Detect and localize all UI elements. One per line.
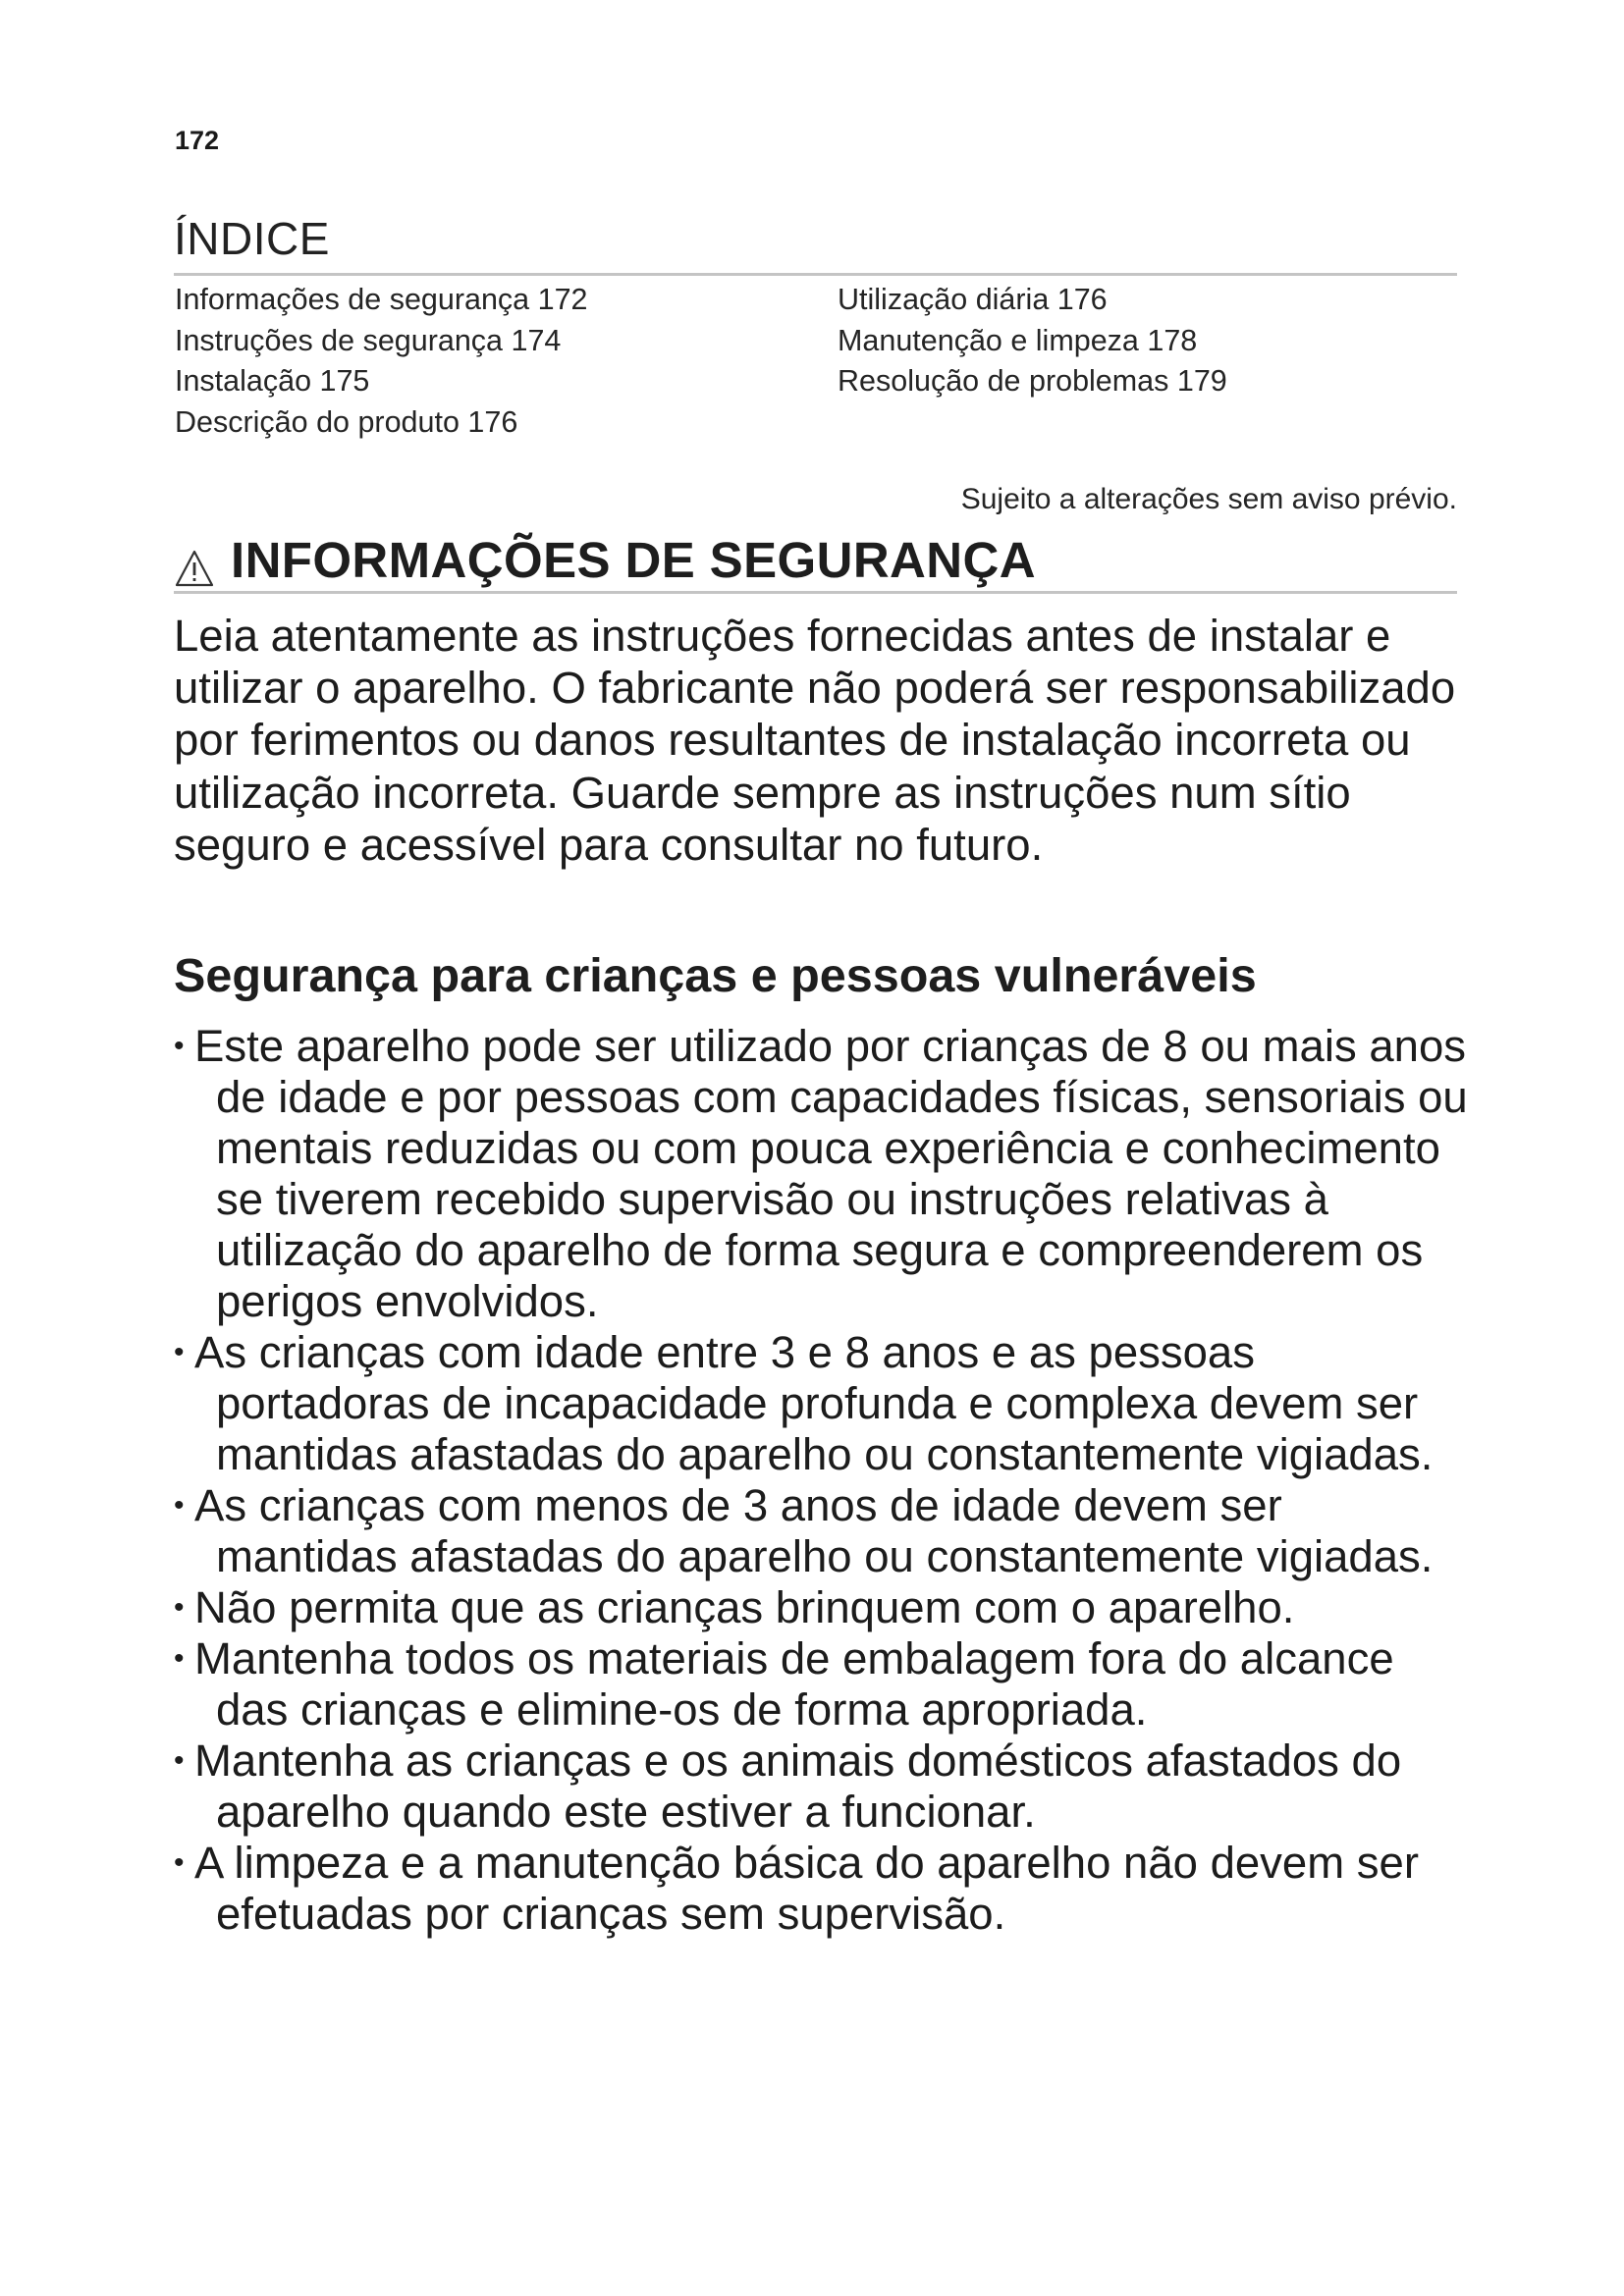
safety-intro-paragraph: Leia atentamente as instruções fornecidas antes de instalar e utilizar o aparelho. O fabricante não poderá ser responsabilizado por ferimentos ou danos resultantes de instalação incorreta ou utilização incorreta. Guarde sempre as instruções num sítio seguro e acessível para consultar no futuro. bbox=[174, 611, 1456, 870]
toc-entry-safety-info[interactable]: Informações de segurança 172 bbox=[175, 283, 588, 316]
toc-column-right bbox=[838, 280, 1227, 402]
toc-column-left bbox=[175, 280, 588, 443]
bullet-icon: • bbox=[174, 1744, 185, 1777]
toc-entry-safety-instructions[interactable]: Instruções de segurança 174 bbox=[175, 323, 562, 357]
toc-entry-installation[interactable]: Instalação 175 bbox=[175, 364, 370, 398]
list-item: • Mantenha as crianças e os animais domésticos afastados do aparelho quando este estiver a funcionar. bbox=[174, 1735, 1402, 1837]
bullet-icon: • bbox=[174, 1846, 185, 1879]
children-safety-list bbox=[174, 1021, 1470, 1940]
bullet-icon: • bbox=[174, 1489, 185, 1522]
toc-divider bbox=[174, 273, 1457, 276]
list-item: • Não permita que as crianças brinquem com o aparelho. bbox=[174, 1582, 1295, 1632]
list-item: • As crianças com menos de 3 anos de idade devem ser mantidas afastadas do aparelho ou constantemente vigiadas. bbox=[174, 1480, 1434, 1581]
page-number: 172 bbox=[175, 126, 220, 155]
list-item: • A limpeza e a manutenção básica do aparelho não devem ser efetuadas por crianças sem supervisão. bbox=[174, 1838, 1419, 1939]
list-item: • As crianças com idade entre 3 e 8 anos e as pessoas portadoras de incapacidade profunda e complexa devem ser mantidas afastadas do aparelho ou constantemente vigiadas. bbox=[174, 1327, 1434, 1479]
bullet-icon: • bbox=[174, 1642, 185, 1675]
safety-section-title-text: INFORMAÇÕES DE SEGURANÇA bbox=[231, 532, 1036, 588]
toc-title: ÍNDICE bbox=[174, 213, 330, 264]
toc-entry-care-cleaning[interactable]: Manutenção e limpeza 178 bbox=[838, 323, 1198, 357]
warning-triangle-icon bbox=[174, 542, 215, 581]
bullet-icon: • bbox=[174, 1030, 185, 1062]
toc-entry-product-description[interactable]: Descrição do produto 176 bbox=[175, 404, 518, 439]
safety-section-title bbox=[174, 531, 1036, 589]
list-item: • Mantenha todos os materiais de embalagem fora do alcance das crianças e elimine-os de forma apropriada. bbox=[174, 1633, 1394, 1735]
list-item: • Este aparelho pode ser utilizado por crianças de 8 ou mais anos de idade e por pessoas com capacidades físicas, sensoriais ou mentais reduzidas ou com pouca experiência e conhecimento se tiverem recebido supervisão ou instruções relativas à utilização do aparelho de forma segura e compreenderem os perigos envolvidos. bbox=[174, 1021, 1468, 1326]
change-notice: Sujeito a alterações sem aviso prévio. bbox=[960, 483, 1457, 515]
bullet-icon: • bbox=[174, 1591, 185, 1624]
safety-divider bbox=[174, 591, 1457, 594]
bullet-icon: • bbox=[174, 1336, 185, 1368]
children-safety-heading: Segurança para crianças e pessoas vulneráveis bbox=[174, 949, 1257, 1002]
toc-entry-daily-use[interactable]: Utilização diária 176 bbox=[838, 283, 1108, 316]
toc-entry-troubleshooting[interactable]: Resolução de problemas 179 bbox=[838, 364, 1227, 398]
